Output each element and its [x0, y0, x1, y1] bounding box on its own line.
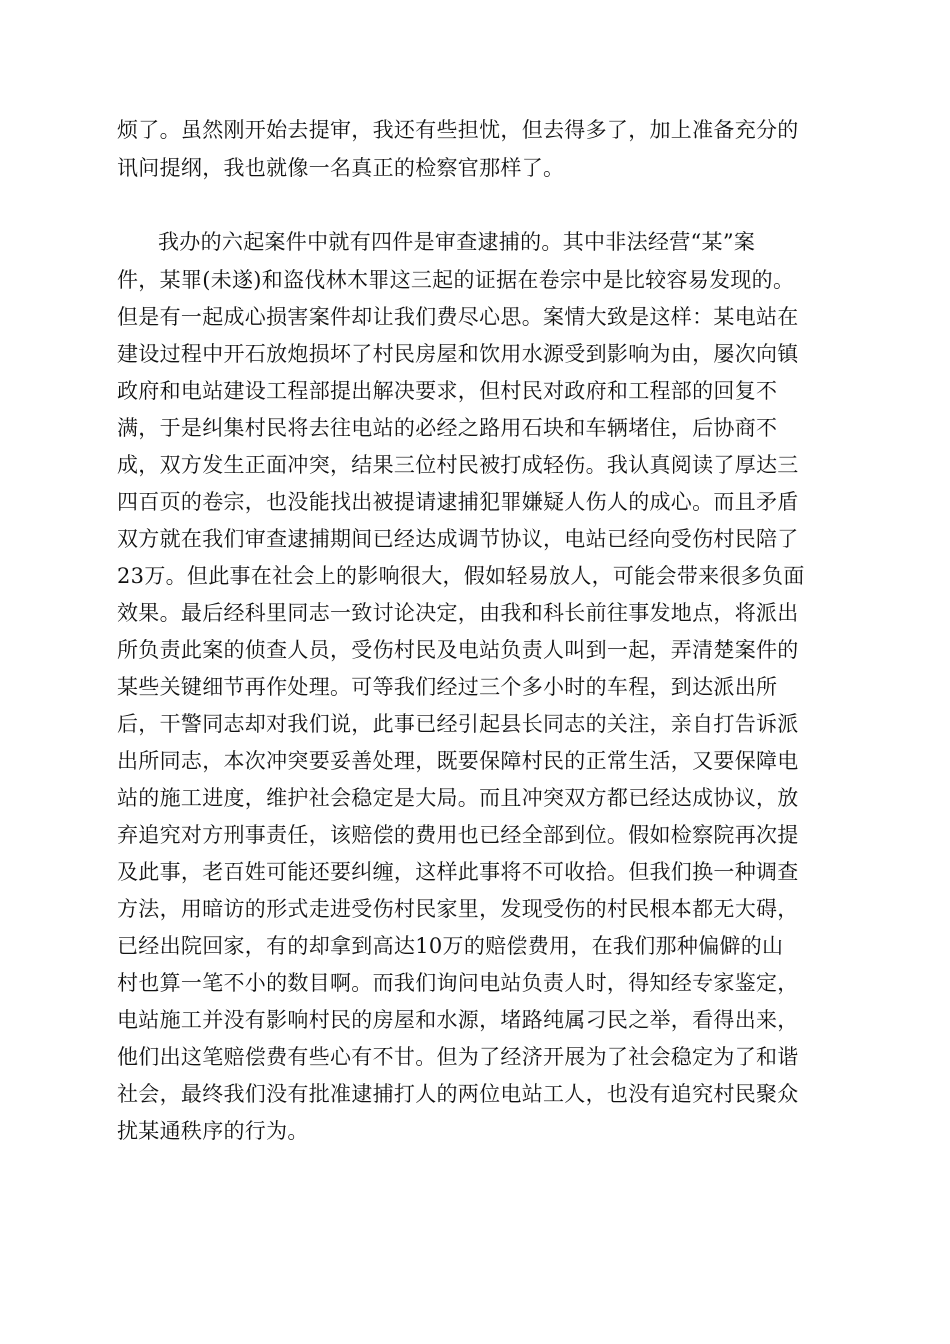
paragraph-2-line-23: 他们出这笔赔偿费有些心有不甘。但为了经济开展为了社会稳定为了和谐: [117, 1045, 799, 1069]
paragraph-2-line-16: 站的施工进度，维护社会稳定是大局。而且冲突双方都已经达成协议，放: [117, 786, 799, 810]
paragraph-2-line-8: 四百页的卷宗，也没能找出被提请逮捕犯罪嫌疑人伤人的成心。而且矛盾: [117, 490, 799, 514]
paragraph-2-line-9: 双方就在我们审查逮捕期间已经达成调节协议，电站已经向受伤村民陪了: [117, 527, 799, 551]
paragraph-2-line-19: 方法，用暗访的形式走进受伤村民家里，发现受伤的村民根本都无大碍，: [117, 897, 799, 921]
paragraph-2-line-17: 弃追究对方刑事责任，该赔偿的费用也已经全部到位。假如检察院再次提: [117, 823, 799, 847]
paragraph-2-line-12: 所负责此案的侦查人员，受伤村民及电站负责人叫到一起，弄清楚案件的: [117, 638, 799, 662]
paragraph-2-line-4: 建设过程中开石放炮损坏了村民房屋和饮用水源受到影响为由，屡次向镇: [117, 342, 799, 366]
paragraph-2-line-14: 后，干警同志却对我们说，此事已经引起县长同志的关注，亲自打告诉派: [117, 712, 799, 736]
paragraph-1-line-2: 讯问提纲，我也就像一名真正的检察官那样了。: [117, 156, 565, 180]
paragraph-2-line-20: 已经出院回家，有的却拿到高达10万的赔偿费用，在我们那种偏僻的山: [117, 934, 784, 958]
paragraph-2-line-10: 23万。但此事在社会上的影响很大，假如轻易放人，可能会带来很多负面: [117, 564, 805, 588]
paragraph-2-line-7: 成，双方发生正面冲突，结果三位村民被打成轻伤。我认真阅读了厚达三: [117, 453, 799, 477]
paragraph-2-line-6: 满，于是纠集村民将去往电站的必经之路用石块和车辆堵住，后协商不: [117, 416, 778, 440]
paragraph-2-line-11: 效果。最后经科里同志一致讨论决定，由我和科长前往事发地点，将派出: [117, 601, 799, 625]
paragraph-2-line-15: 出所同志，本次冲突要妥善处理，既要保障村民的正常生活，又要保障电: [117, 749, 799, 773]
paragraph-1-line-1: 烦了。虽然刚开始去提审，我还有些担忧，但去得多了，加上准备充分的: [117, 118, 799, 142]
paragraph-2-line-22: 电站施工并没有影响村民的房屋和水源，堵路纯属刁民之举，看得出来，: [117, 1008, 799, 1032]
paragraph-2-line-3: 但是有一起成心损害案件却让我们费尽心思。案情大致是这样：某电站在: [117, 305, 799, 329]
paragraph-2-line-1: 我办的六起案件中就有四件是审查逮捕的。其中非法经营“某”案: [158, 230, 756, 254]
paragraph-2-line-2: 件，某罪(未遂)和盗伐林木罪这三起的证据在卷宗中是比较容易发现的。: [117, 268, 795, 292]
paragraph-2-line-5: 政府和电站建设工程部提出解决要求，但村民对政府和工程部的回复不: [117, 379, 778, 403]
paragraph-2-line-18: 及此事，老百姓可能还要纠缠，这样此事将不可收拾。但我们换一种调查: [117, 860, 799, 884]
paragraph-2-line-25: 扰某通秩序的行为。: [117, 1119, 309, 1143]
paragraph-2-line-21: 村也算一笔不小的数目啊。而我们询问电站负责人时，得知经专家鉴定，: [117, 971, 799, 995]
paragraph-2-line-13: 某些关键细节再作处理。可等我们经过三个多小时的车程，到达派出所: [117, 675, 778, 699]
paragraph-2-line-24: 社会，最终我们没有批准逮捕打人的两位电站工人，也没有追究村民聚众: [117, 1082, 799, 1106]
